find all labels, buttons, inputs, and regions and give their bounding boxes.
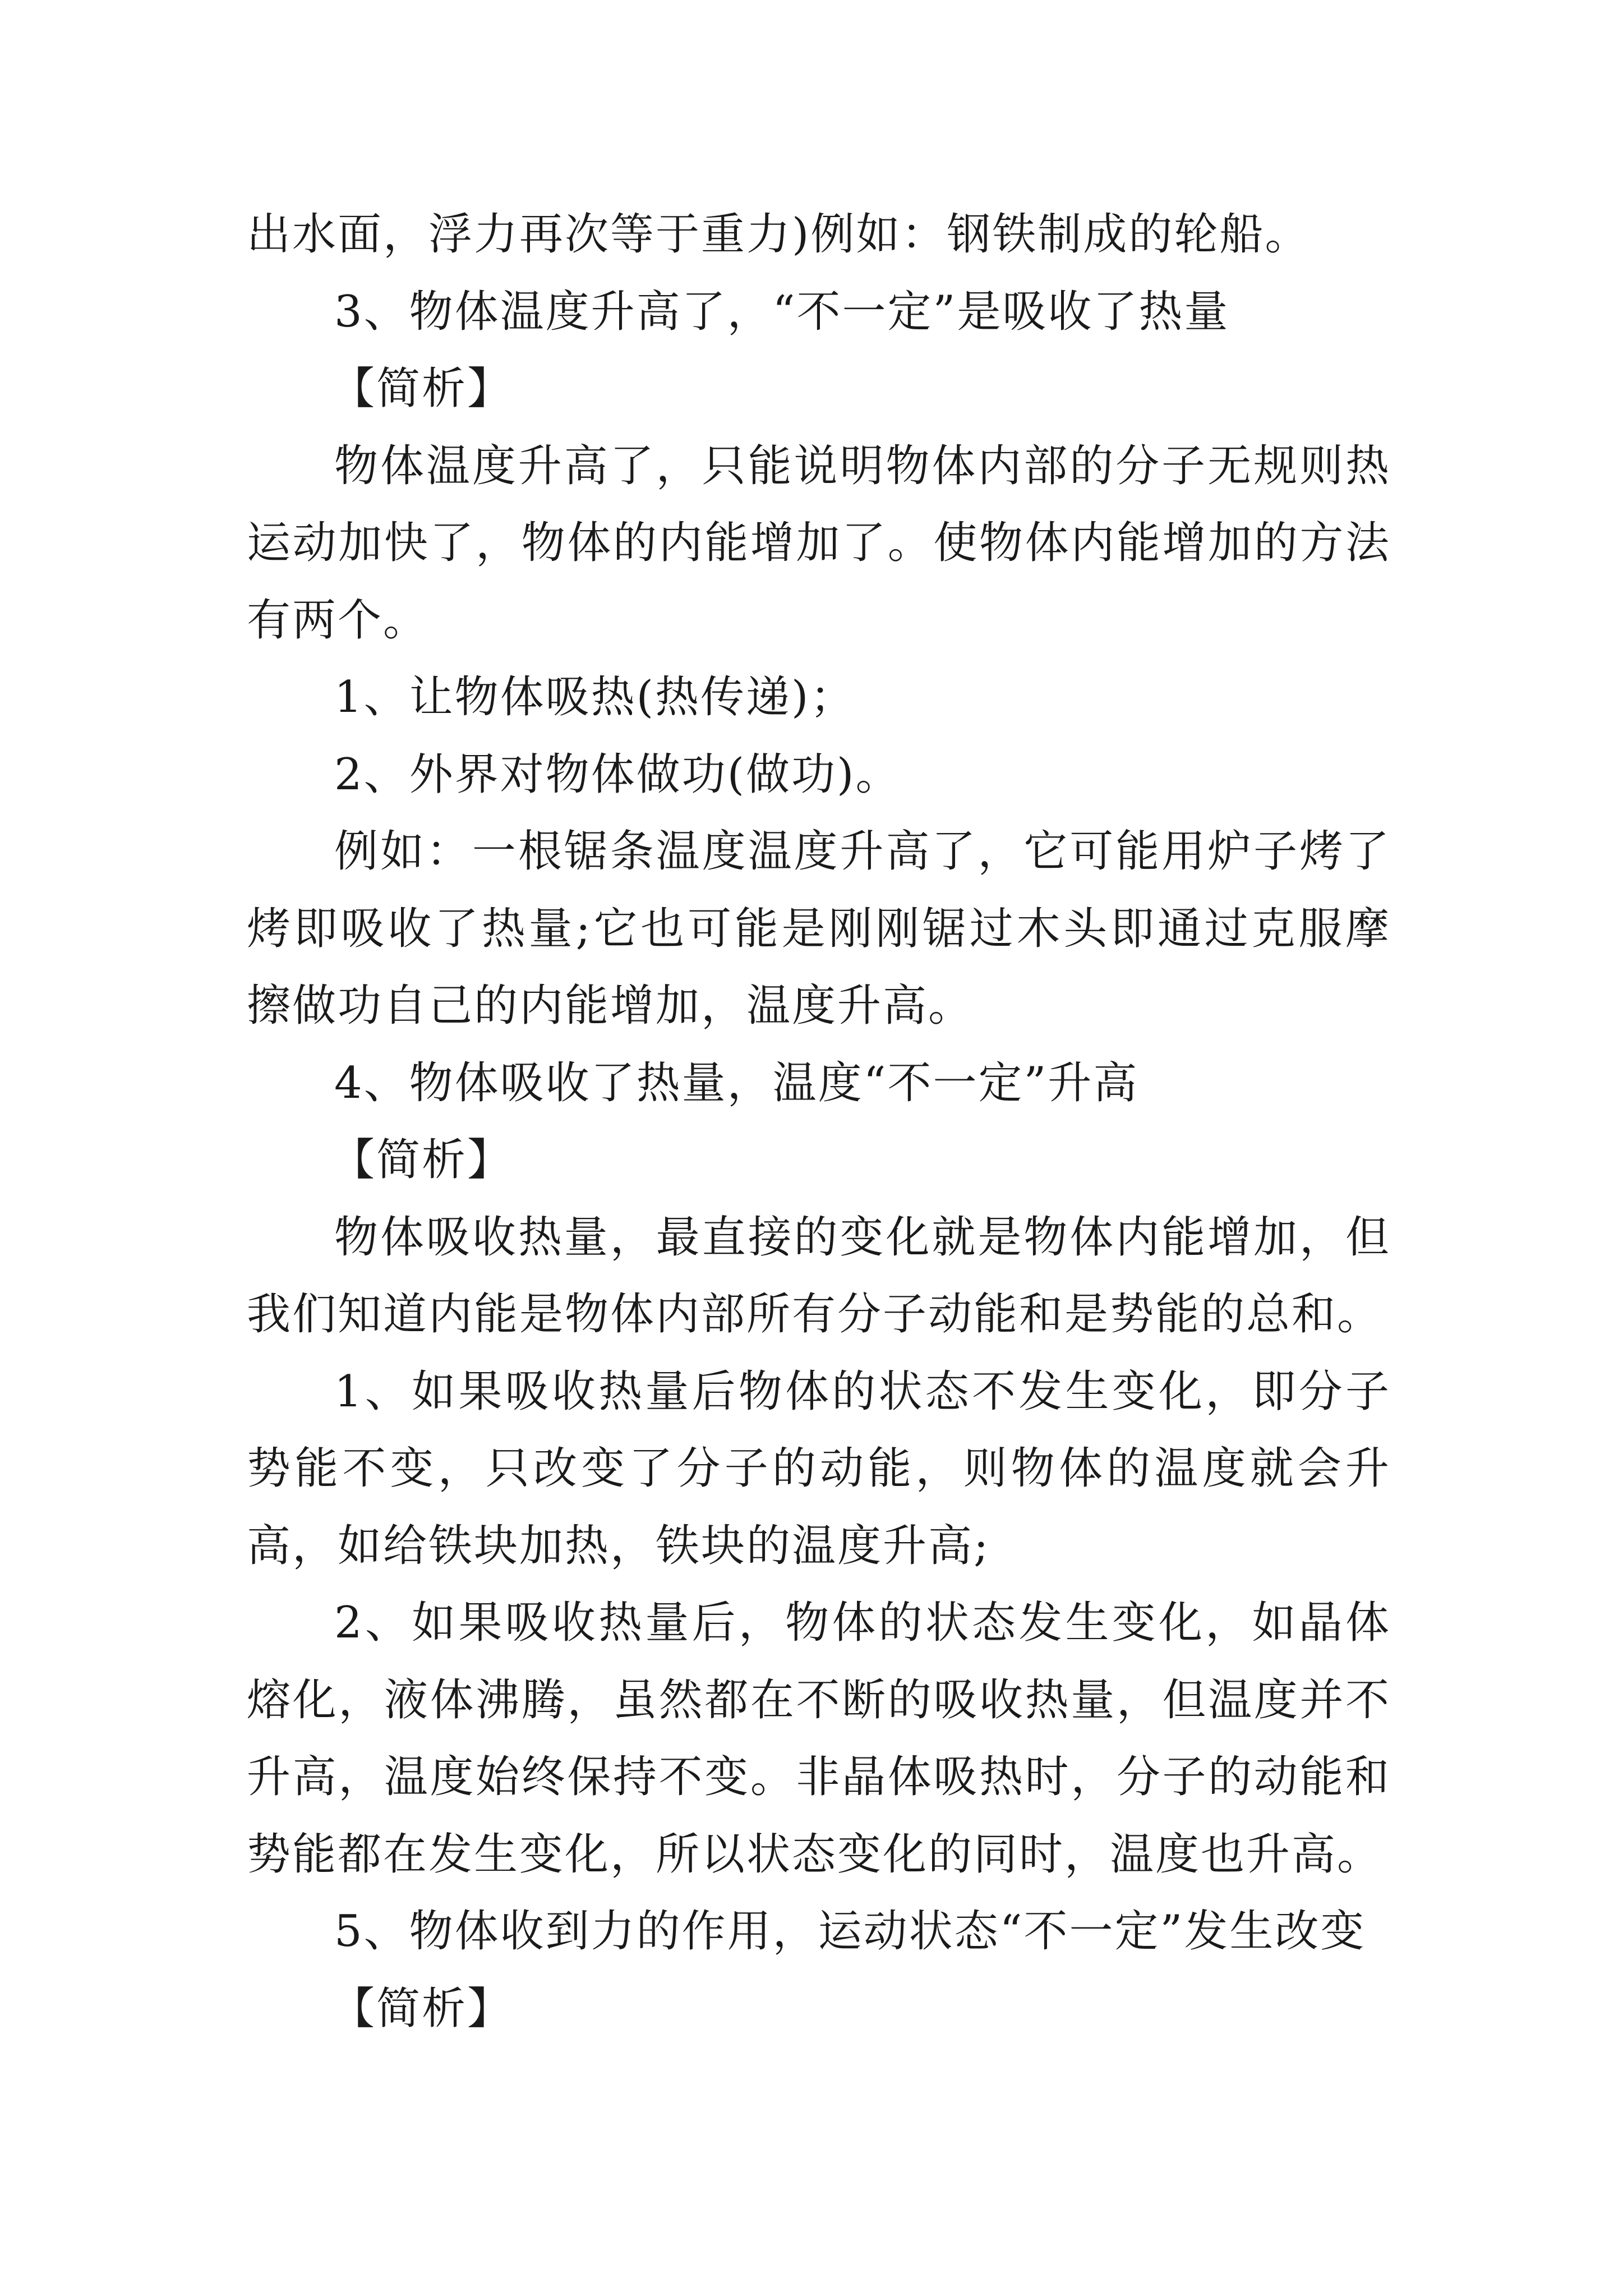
text-column [247,196,1391,2047]
paragraph-analysis-3: 物体温度升高了，只能说明物体内部的分子无规则热运动加快了，物体的内能增加了。使物体内能增加的方法有两个。 [247,440,1391,646]
paragraph-example-saw: 例如：一根锯条温度温度升高了，它可能用炉子烤了烤即吸收了热量;它也可能是刚刚锯过木头即通过克服摩擦做功自己的内能增加，温度升高。 [247,826,1391,1031]
paragraph-continuation: 出水面，浮力再次等于重力)例如：钢铁制成的轮船。 [247,209,1311,260]
list-item-heat-transfer: 1、让物体吸热(热传递)； [334,672,856,723]
list-item-state-unchanged: 1、如果吸收热量后物体的状态不发生变化，即分子势能不变，只改变了分子的动能，则物体的温度就会升高，如给铁块加热，铁块的温度升高; [247,1366,1391,1571]
list-item-state-changed: 2、如果吸收热量后，物体的状态发生变化，如晶体熔化，液体沸腾，虽然都在不断的吸收热量，但温度并不升高，温度始终保持不变。非晶体吸热时，分子的动能和势能都在发生变化，所以状态变化的同时，温度也升高。 [247,1598,1391,1880]
analysis-label: 【简析】 [331,1983,513,2034]
heading-point-3: 3、物体温度升高了，“不一定”是吸收了热量 [334,286,1230,337]
heading-point-4: 4、物体吸收了热量，温度“不一定”升高 [334,1057,1139,1108]
paragraph-analysis-4: 物体吸收热量，最直接的变化就是物体内能增加，但我们知道内能是物体内部所有分子动能和是势能的总和。 [247,1212,1391,1340]
analysis-label: 【简析】 [331,364,513,414]
list-item-work: 2、外界对物体做功(做功)。 [334,749,901,800]
analysis-label: 【简析】 [331,1135,513,1185]
heading-point-5: 5、物体收到力的作用，运动状态“不一定”发生改变 [334,1906,1366,1957]
